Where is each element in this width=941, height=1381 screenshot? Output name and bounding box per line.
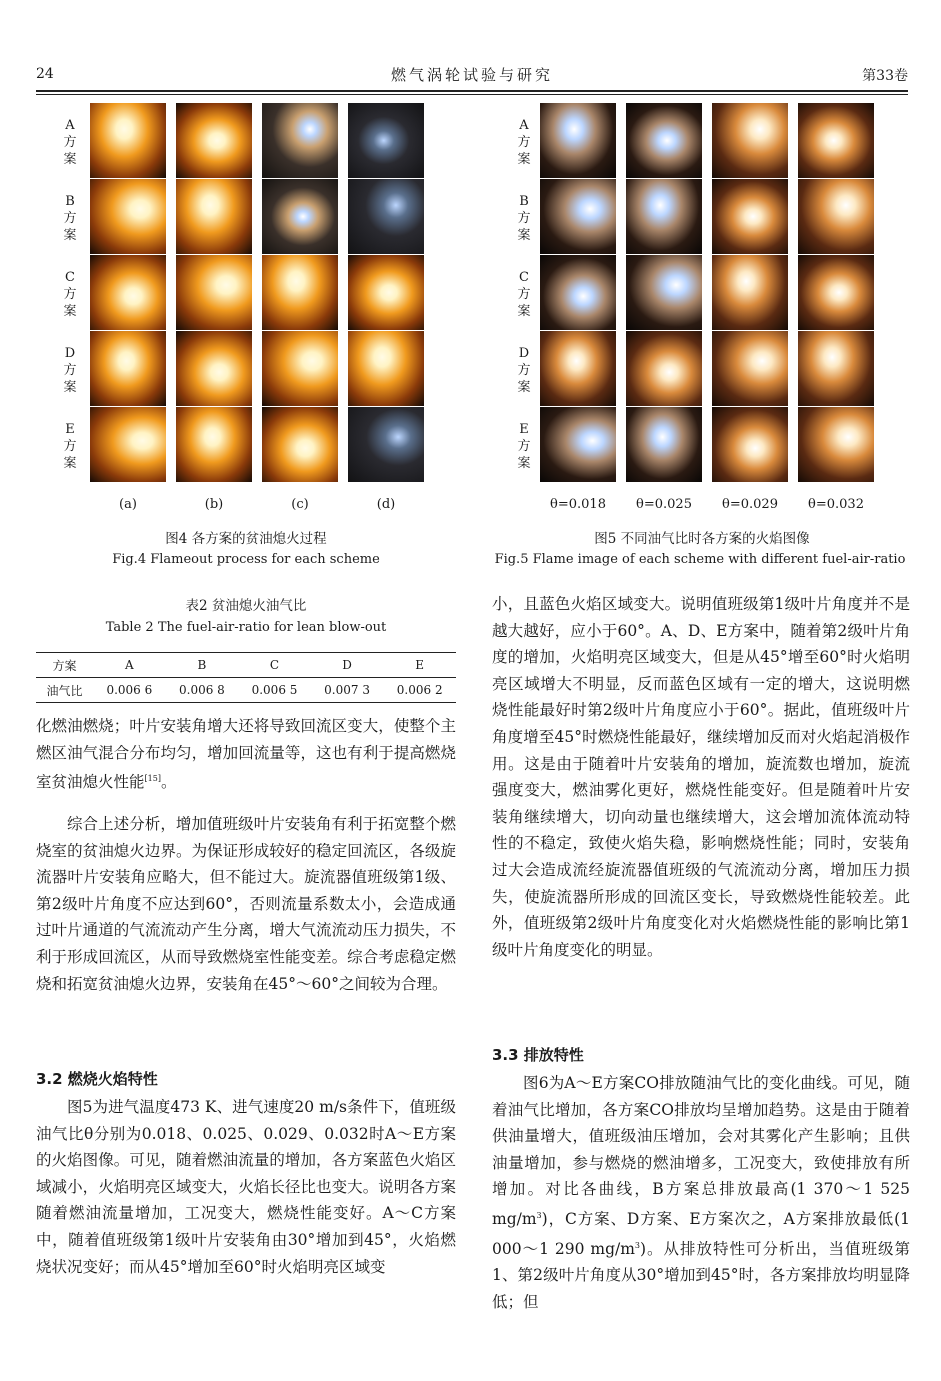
flame-photo [798, 407, 874, 482]
volume-label: 第33卷 [862, 68, 908, 84]
flame-photo [540, 331, 616, 406]
table-2-fuel-air-ratio [36, 652, 456, 703]
table-cell: 0.007 3 [311, 678, 384, 703]
flame-photo [626, 103, 702, 178]
row-label-scheme: B 方 案 [517, 194, 531, 243]
table-cell: 0.006 2 [383, 678, 456, 703]
column-label: (b) [204, 497, 224, 512]
figure-4-caption-cn: 图4 各方案的贫油熄火过程 [165, 531, 327, 547]
table-header-cell: A [93, 653, 166, 678]
row-label-scheme: C 方 案 [517, 270, 531, 319]
superscript-3: 3 [634, 1240, 640, 1250]
column-label: θ=0.018 [550, 497, 606, 512]
column-label: θ=0.029 [722, 497, 778, 512]
right-paragraph-1: 小，且蓝色火焰区域变大。说明值班级第1级叶片角度并不是越大越好，应小于60°。A、D、E方案中，随着第2级叶片角度的增加，火焰明亮区域变大，但是从45°增至60°时火焰明亮区域增大不明显，反而蓝色区域有一定的增大，这说明燃烧性能最好时第2级叶片角度应小于60°。据此，值班级叶片角度增至45°时燃烧性能最好，继续增加反而对火焰起消极作用。这是由于随着叶片安装角的增加，旋流数也增加，旋流强度变大，燃油雾化更好，燃烧性能变好。但是随着叶片安装角继续增大，切向动量也继续增大，这会增加流体流动特性的不稳定，致使火焰失稳，影响燃烧性能；同时，安装角过大会造成流经旋流器值班级的气流流动分离，增加压力损失，使旋流器所形成的回流区变长，导致燃烧性能较差。此外，值班级第2级叶片角度变化对火焰燃烧性能的影响比第1级叶片角度变化的明显。 [492, 595, 910, 959]
table-2-title-cn: 表2 贫油熄火油气比 [185, 598, 307, 614]
flame-photo [712, 103, 788, 178]
left-paragraph-1 [36, 713, 456, 796]
column-label: θ=0.032 [808, 497, 864, 512]
table-cell: 0.006 5 [238, 678, 311, 703]
flame-photo [712, 179, 788, 254]
citation-ref: [15] [144, 774, 161, 784]
right-paragraph-2-part-b: )，C方案、D方案、E方案次之，A方案排放最低(1 000～1 290 mg/m [492, 1210, 910, 1258]
flame-photo [626, 179, 702, 254]
column-label: (a) [119, 497, 137, 512]
row-label-scheme: C 方 案 [63, 270, 77, 319]
flame-photo [626, 407, 702, 482]
row-label-scheme: A 方 案 [517, 118, 531, 167]
right-paragraph-2 [492, 1070, 910, 1316]
table-cell: 0.006 6 [93, 678, 166, 703]
table-cell: 0.006 8 [166, 678, 239, 703]
journal-title: 燃气涡轮试验与研究 [390, 66, 553, 84]
flame-photo [798, 255, 874, 330]
flame-photo [540, 407, 616, 482]
right-paragraph-2-part-a: 图6为A～E方案CO排放随油气比的变化曲线。可见，随着油气比增加，各方案CO排放均呈增加趋势。这是由于随着供油量增大，值班级油压增加，会对其雾化产生影响；且供油量增加，参与燃烧的燃油增多，工况变大，致使排放有所增加。对比各曲线，B方案总排放最高(1 370～1 525 mg/m [492, 1074, 910, 1229]
table-header-cell: B [166, 653, 239, 678]
column-label: θ=0.025 [636, 497, 692, 512]
row-label-scheme: E 方 案 [517, 422, 531, 471]
row-label-scheme: D 方 案 [517, 346, 531, 395]
column-label: (c) [291, 497, 309, 512]
table-row [36, 678, 456, 703]
table-cell: 油气比 [36, 678, 93, 703]
row-label-scheme: E 方 案 [63, 422, 77, 471]
table-header-cell: E [383, 653, 456, 678]
flame-photo [540, 103, 616, 178]
superscript-3: 3 [536, 1210, 542, 1220]
right-paragraph-2-part-c: )。从排放特性可分析出，当值班级第1、第2级叶片角度从30°增加到45°时，各方案排放均明显降低；但 [492, 1239, 910, 1312]
table-header-cell: D [311, 653, 384, 678]
flame-photo [712, 407, 788, 482]
flame-photo [712, 331, 788, 406]
row-label-scheme: A 方 案 [63, 118, 77, 167]
flame-photo [798, 103, 874, 178]
flame-photo [712, 255, 788, 330]
left-paragraph-1-end: 。 [160, 773, 177, 792]
row-label-scheme: D 方 案 [63, 346, 77, 395]
flame-photo [626, 255, 702, 330]
left-paragraph-3: 图5为进气温度473 K、进气速度20 m/s条件下，值班级油气比θ分别为0.018、0.025、0.029、0.032时A～E方案的火焰图像。可见，随着燃油流量的增加，各方案蓝色火焰区域减小，火焰明亮区域变大，火焰长径比也变大。说明各方案随着燃油流量增加，工况变大，燃烧性能变好。A～C方案中，随着值班级第1级叶片安装角由30°增加到45°，火焰燃烧状况变好；而从45°增加至60°时火焰明亮区域变 [36, 1098, 456, 1276]
figure-5-caption-cn: 图5 不同油气比时各方案的火焰图像 [594, 531, 810, 547]
flame-photo [798, 331, 874, 406]
flame-photo [540, 179, 616, 254]
row-label-scheme: B 方 案 [63, 194, 77, 243]
flame-photo [540, 255, 616, 330]
column-label: (d) [376, 497, 396, 512]
figure-4-caption-en: Fig.4 Flameout process for each scheme [112, 552, 380, 567]
figure-5-caption-en: Fig.5 Flame image of each scheme with different fuel-air-ratio [494, 552, 906, 567]
table-header-cell: 方案 [36, 653, 93, 678]
table-header-row [36, 653, 456, 678]
left-paragraph-2: 综合上述分析，增加值班级叶片安装角有利于拓宽整个燃烧室的贫油熄火边界。为保证形成较好的稳定回流区，各级旋流器叶片安装角应略大，但不能过大。旋流器值班级第1级、第2级叶片角度不应达到60°，否则流量系数太小，会造成通过叶片通道的气流流动产生分离，增大气流流动压力损失，不利于形成回流区，从而导致燃烧室性能变差。综合考虑稳定燃烧和拓宽贫油熄火边界，安装角在45°～60°之间较为合理。 [36, 815, 456, 993]
left-paragraph-1-text: 化燃油燃烧；叶片安装角增大还将导致回流区变大，使整个主燃区油气混合分布均匀，增加回流量等，这也有利于提高燃烧室贫油熄火性能 [36, 717, 456, 792]
flame-photo [798, 179, 874, 254]
table-header-cell: C [238, 653, 311, 678]
flame-photo [626, 331, 702, 406]
page-number: 24 [36, 66, 54, 82]
figure-5-flame-grid [0, 0, 941, 580]
table-2-title-en: Table 2 The fuel-air-ratio for lean blow-out [105, 620, 387, 635]
section-heading-3-2: 3.2 燃烧火焰特性 [36, 1070, 158, 1088]
section-heading-3-3: 3.3 排放特性 [492, 1046, 584, 1064]
